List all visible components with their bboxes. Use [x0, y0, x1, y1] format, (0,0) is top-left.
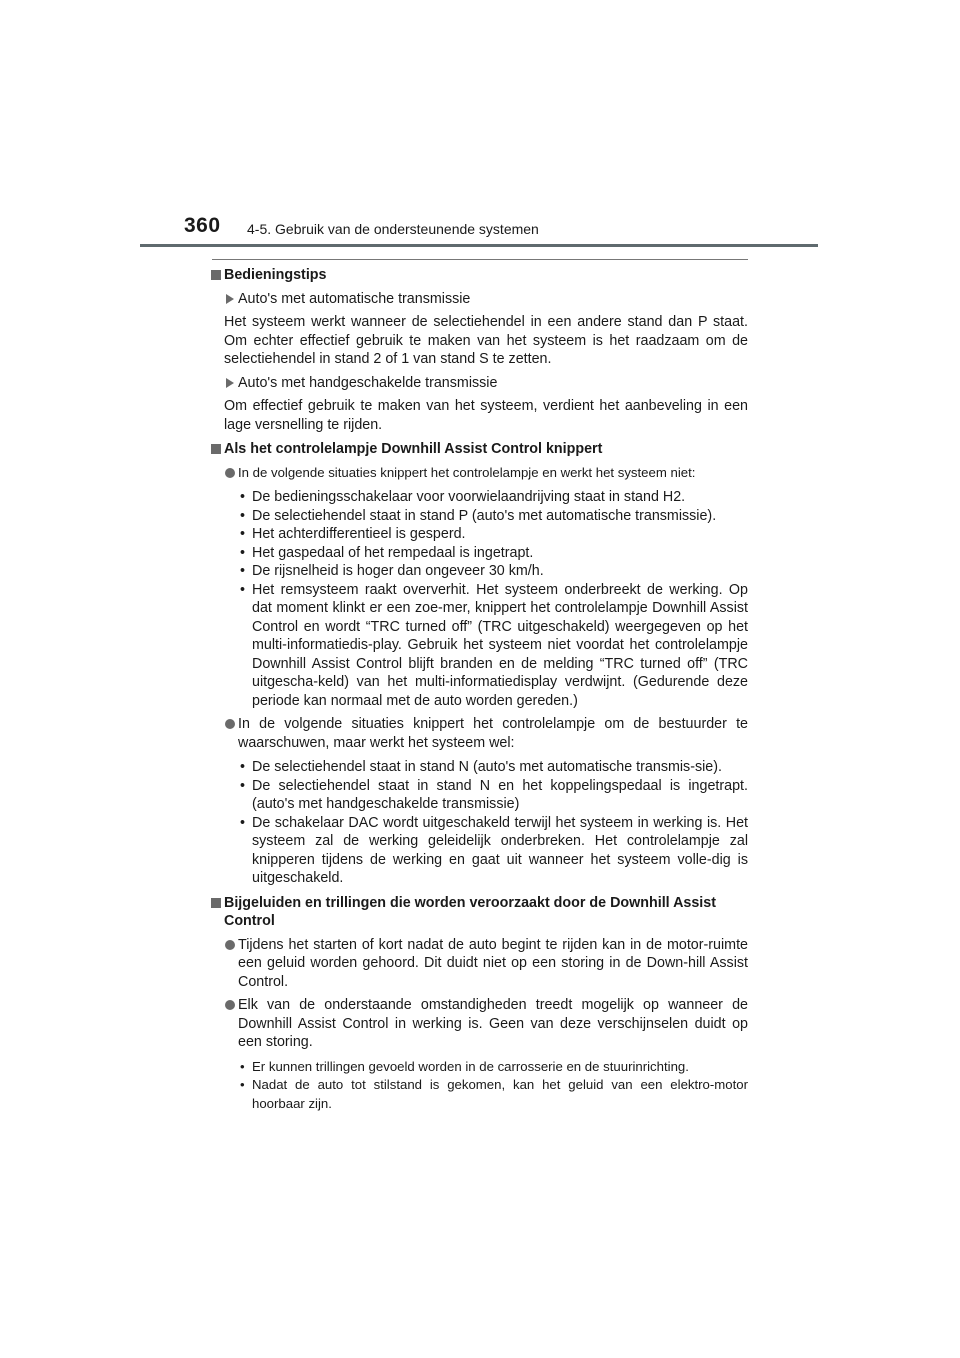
page-number: 360	[184, 214, 221, 237]
list-item: • Het gaspedaal of het rempedaal is ingetrapt.	[210, 544, 748, 563]
section-heading-knippert: Als het controlelampje Downhill Assist Control knippert	[210, 440, 748, 459]
list-item: • Nadat de auto tot stilstand is gekomen, kan het geluid van een elektro-motor hoorbaar zijn.	[210, 1076, 748, 1113]
section-heading-bedieningstips: Bedieningstips	[210, 266, 748, 285]
list-item: • De selectiehendel staat in stand P (auto's met automatische transmissie).	[210, 507, 748, 526]
content-divider	[212, 259, 748, 260]
list-item: • De schakelaar DAC wordt uitgeschakeld terwijl het systeem in werking is. Het systeem zal de werking geleidelijk onderbreken. Het controlelampje zal knipperen tijdens de werking en gaat uit wanneer het systeem volle-dig is uitgeschakeld.	[210, 814, 748, 888]
list-item: • Het achterdifferentieel is gesperd.	[210, 525, 748, 544]
bullet-list-warning	[210, 758, 748, 888]
subheading-automatic: Auto's met automatische transmissie	[210, 290, 748, 309]
bullet-list-not-working	[210, 488, 748, 710]
dot-item-warning: In de volgende situaties knippert het controlelampje om de bestuurder te waarschuwen, maar werkt het systeem wel:	[210, 715, 748, 752]
dot-item-startup-sound: Tijdens het starten of kort nadat de auto begint te rijden kan in de motor-ruimte een geluid worden gehoord. Dit duidt niet op een storing in de Down-hill Assist Control.	[210, 936, 748, 992]
page-content	[210, 266, 748, 1113]
subheading-manual: Auto's met handgeschakelde transmissie	[210, 374, 748, 393]
chapter-title: 4-5. Gebruik van de ondersteunende systemen	[247, 221, 539, 237]
list-item: • De bedieningsschakelaar voor voorwielaandrijving staat in stand H2.	[210, 488, 748, 507]
list-item: • De selectiehendel staat in stand N en het koppelingspedaal is ingetrapt. (auto's met handgeschakelde transmissie)	[210, 777, 748, 814]
list-item: • De rijsnelheid is hoger dan ongeveer 30 km/h.	[210, 562, 748, 581]
dot-item-not-working: In de volgende situaties knippert het controlelampje en werkt het systeem niet:	[210, 464, 748, 483]
list-item: • De selectiehendel staat in stand N (auto's met automatische transmis-sie).	[210, 758, 748, 777]
bullet-list-conditions	[210, 1058, 748, 1114]
section-heading-bijgeluiden: Bijgeluiden en trillingen die worden veroorzaakt door de Downhill Assist Control	[210, 894, 748, 931]
paragraph-automatic: Het systeem werkt wanneer de selectiehendel in een andere stand dan P staat. Om echter effectief gebruik te maken van het systeem is het raadzaam om de selectiehendel in stand 2 of 1 van stand S te zetten.	[224, 314, 748, 367]
paragraph-manual: Om effectief gebruik te maken van het systeem, verdient het aanbeveling in een lage versnelling te rijden.	[224, 398, 748, 433]
page-header	[0, 0, 960, 250]
list-item: • Er kunnen trillingen gevoeld worden in de carrosserie en de stuurinrichting.	[210, 1058, 748, 1077]
dot-item-conditions: Elk van de onderstaande omstandigheden treedt mogelijk op wanneer de Downhill Assist Control in werking is. Geen van deze verschijnselen duidt op een storing.	[210, 996, 748, 1052]
header-divider	[140, 244, 818, 247]
list-item: • Het remsysteem raakt oververhit. Het systeem onderbreekt de werking. Op dat moment klinkt er een zoe-mer, knippert het controlelampje Downhill Assist Control en wordt “TRC turned off” (TRC uitgeschakeld) weergegeven op het multi-informatiedis-play. Gebruik het systeem niet voordat het controlelampje Downhill Assist Control blijft branden en de melding “TRC turned off” (TRC uitgescha-keld) van het multi-informatiedisplay verdwijnt. (Gedurende deze periode kan normaal met de auto worden gereden.)	[210, 581, 748, 711]
